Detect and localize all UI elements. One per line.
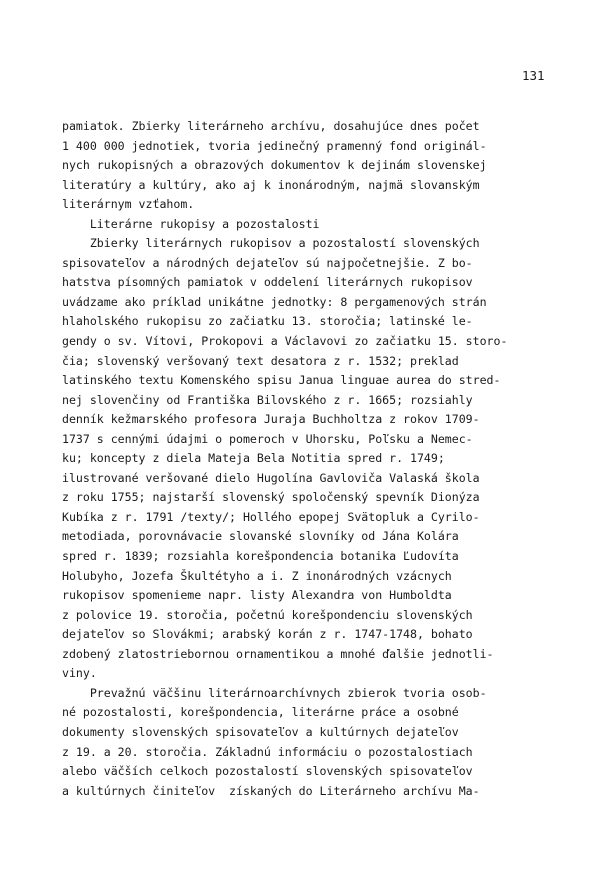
text-line: z 19. a 20. storočia. Základnú informáciu o pozostalostiach — [62, 744, 473, 759]
text-line: literatúry a kultúry, ako aj k inonárodným, najmä slovanským — [62, 177, 480, 192]
text-line: nej slovenčiny od Františka Bilovského z r. 1665; rozsiahly — [62, 392, 473, 407]
text-line: uvádzame ako príklad unikátne jednotky: 8 pergamenových strán — [62, 294, 487, 309]
text-line: denník kežmarského profesora Juraja Buchholtza z rokov 1709- — [62, 412, 480, 427]
text-line: viny. — [62, 666, 97, 681]
text-line: dejateľov so Slovákmi; arabský korán z r. 1747-1748, bohato — [62, 627, 473, 642]
text-line: z polovice 19. storočia, početnú korešpondenciu slovenských — [62, 607, 473, 622]
text-line: ilustrované veršované dielo Hugolína Gavloviča Valaská škola — [62, 470, 480, 485]
text-line: pamiatok. Zbierky literárneho archívu, dosahujúce dnes počet — [62, 119, 480, 133]
text-line: né pozostalosti, korešpondencia, literárne práce a osobné — [62, 705, 459, 720]
text-line: metodiada, porovnávacie slovanské slovníky od Jána Kolára — [62, 529, 459, 544]
text-line: gendy o sv. Vítovi, Prokopovi a Václavovi zo začiatku 15. storo- — [62, 334, 508, 349]
text-line: Zbierky literárnych rukopisov a pozostalostí slovenských — [62, 236, 480, 251]
text-line: a kultúrnych činiteľov získaných do Literárneho archívu Ma- — [62, 783, 480, 798]
text-line: alebo väčších celkoch pozostalostí slovenských spisovateľov — [62, 764, 473, 779]
text-line: Prevažnú väčšinu literárnoarchívnych zbierok tvoria osob- — [62, 685, 487, 700]
text-line: Holubyho, Jozefa Škultétyho a i. Z inonárodných vzácnych — [62, 568, 452, 583]
text-line: spisovateľov a národných dejateľov sú najpočetnejšie. Z bo- — [62, 255, 473, 270]
section-heading: Literárne rukopisy a pozostalosti — [62, 216, 320, 231]
text-line: ku; koncepty z diela Mateja Bela Notitia spred r. 1749; — [62, 451, 445, 466]
text-line: Kubíka z r. 1791 /texty/; Hollého epopej Svätopluk a Cyrilo- — [62, 509, 480, 524]
text-line: z roku 1755; najstarší slovenský spoločenský spevník Dionýza — [62, 490, 480, 505]
text-line: literárnym vzťahom. — [62, 197, 195, 212]
text-line: zdobený zlatostriebornou ornamentikou a mnohé ďalšie jednotli- — [62, 646, 494, 661]
text-line: latinského textu Komenského spisu Janua linguae aurea do stred- — [62, 373, 501, 388]
text-line: hlaholského rukopisu zo začiatku 13. storočia; latinské le- — [62, 314, 473, 329]
text-line: dokumenty slovenských spisovateľov a kultúrnych dejateľov — [62, 724, 459, 739]
page-number: 131 — [522, 68, 545, 83]
text-line: čia; slovenský veršovaný text desatora z r. 1532; preklad — [62, 353, 459, 368]
text-line: spred r. 1839; rozsiahla korešpondencia botanika Ľudovíta — [62, 549, 459, 564]
text-line: nych rukopisných a obrazových dokumentov k dejinám slovenskej — [62, 158, 487, 173]
text-line: 1 400 000 jednotiek, tvoria jedinečný pramenný fond originál- — [62, 138, 487, 153]
text-line: hatstva písomných pamiatok v oddelení literárnych rukopisov — [62, 275, 473, 290]
text-line: rukopisov spomenieme napr. listy Alexandra von Humboldta — [62, 588, 452, 603]
text-line: 1737 s cennými údajmi o pomeroch v Uhorsku, Poľsku a Nemec- — [62, 431, 473, 446]
document-body — [62, 117, 600, 801]
